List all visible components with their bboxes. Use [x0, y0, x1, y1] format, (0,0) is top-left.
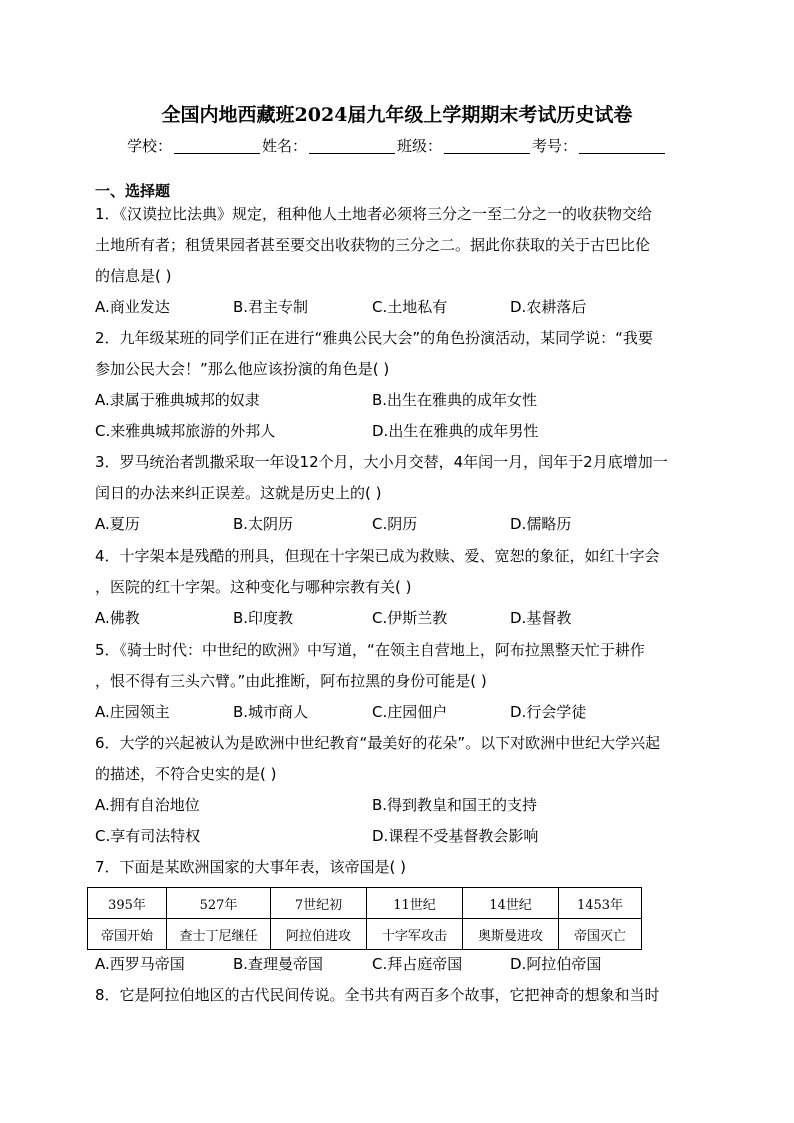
question-2-option-a[interactable]: A.隶属于雅典城邦的奴隶	[95, 391, 260, 409]
question-3-option-c[interactable]: C.阴历	[372, 515, 418, 533]
school-blank[interactable]	[174, 139, 260, 154]
question-3-line-2: 闰日的办法来纠正误差。这就是历史上的( )	[95, 484, 382, 502]
question-2-option-b[interactable]: B.出生在雅典的成年女性	[372, 391, 538, 409]
timeline-event-cell: 帝国开始	[88, 919, 167, 950]
question-6-line-1: 6．大学的兴起被认为是欧洲中世纪教育“最美好的花朵”。以下对欧洲中世纪大学兴起	[95, 734, 661, 752]
question-1-option-c[interactable]: C.土地私有	[372, 298, 448, 316]
question-4-option-a[interactable]: A.佛教	[95, 609, 140, 627]
class-label: 班级：	[397, 137, 443, 155]
question-2-option-d[interactable]: D.出生在雅典的成年男性	[372, 422, 539, 440]
question-5-option-d[interactable]: D.行会学徒	[510, 703, 587, 721]
name-label: 姓名：	[261, 137, 307, 155]
question-6-line-2: 的描述，不符合史实的是( )	[95, 765, 277, 783]
question-7-option-c[interactable]: C.拜占庭帝国	[372, 955, 463, 973]
timeline-year-cell: 7世纪初	[271, 888, 367, 919]
question-5-option-c[interactable]: C.庄园佃户	[372, 703, 448, 721]
class-blank[interactable]	[444, 139, 530, 154]
section-heading: 一、选择题	[95, 182, 171, 200]
question-6-option-a[interactable]: A.拥有自治地位	[95, 796, 200, 814]
question-5-line-1: 5．《骑士时代：中世纪的欧洲》中写道，“在领主自营地上，阿布拉黑整天忙于耕作	[95, 641, 645, 659]
number-label: 考号：	[532, 137, 578, 155]
question-1-option-b[interactable]: B.君主专制	[233, 298, 309, 316]
question-2-option-c[interactable]: C.来雅典城邦旅游的外邦人	[95, 422, 276, 440]
question-5-line-2: ，恨不得有三头六臂。”由此推断，阿布拉黑的身份可能是( )	[95, 672, 487, 690]
question-4-option-d[interactable]: D.基督教	[510, 609, 572, 627]
question-8-line-1: 8．它是阿拉伯地区的古代民间传说。全书共有两百多个故事，它把神奇的想象和当时	[95, 986, 660, 1004]
question-6-option-b[interactable]: B.得到教皇和国王的支持	[372, 796, 538, 814]
timeline-events-row	[88, 919, 642, 950]
question-1-line-1: 1．《汉谟拉比法典》规定，租种他人土地者必须将三分之一至二分之一的收获物交给	[95, 205, 653, 223]
timeline-event-cell: 阿拉伯进攻	[271, 919, 367, 950]
question-4-line-1: 4．十字架本是残酷的刑具，但现在十字架已成为救赎、爱、宽恕的象征，如红十字会	[95, 547, 660, 565]
question-7-line-1: 7．下面是某欧洲国家的大事年表，该帝国是( )	[95, 858, 407, 876]
timeline-event-cell: 查士丁尼继任	[167, 919, 271, 950]
timeline-event-cell: 帝国灭亡	[559, 919, 642, 950]
question-3-line-1: 3．罗马统治者凯撒采取一年设12个月，大小月交替，4年闰一月，闰年于2月底增加一	[95, 453, 668, 471]
timeline-year-cell: 395年	[88, 888, 167, 919]
question-2-line-2: 参加公民大会！”那么他应该扮演的角色是( )	[95, 360, 390, 378]
number-blank[interactable]	[579, 139, 665, 154]
question-3-option-d[interactable]: D.儒略历	[510, 515, 572, 533]
page-title: 全国内地西藏班2024届九年级上学期期末考试历史试卷	[161, 104, 633, 126]
timeline-table	[87, 887, 642, 950]
timeline-year-cell: 11世纪	[367, 888, 463, 919]
timeline-year-cell: 14世纪	[463, 888, 559, 919]
question-6-option-c[interactable]: C.享有司法特权	[95, 827, 201, 845]
timeline-year-cell: 527年	[167, 888, 271, 919]
question-7-option-b[interactable]: B.查理曼帝国	[233, 955, 324, 973]
question-6-option-d[interactable]: D.课程不受基督教会影响	[372, 827, 539, 845]
timeline-year-cell: 1453年	[559, 888, 642, 919]
question-3-option-b[interactable]: B.太阴历	[233, 515, 294, 533]
question-5-option-b[interactable]: B.城市商人	[233, 703, 309, 721]
school-label: 学校：	[126, 137, 172, 155]
question-2-line-1: 2．九年级某班的同学们正在进行“雅典公民大会”的角色扮演活动，某同学说：“我要	[95, 329, 653, 347]
question-4-option-b[interactable]: B.印度教	[233, 609, 294, 627]
timeline-event-cell: 奥斯曼进攻	[463, 919, 559, 950]
question-5-option-a[interactable]: A.庄园领主	[95, 703, 170, 721]
question-7-option-d[interactable]: D.阿拉伯帝国	[510, 955, 602, 973]
question-1-option-d[interactable]: D.农耕落后	[510, 298, 587, 316]
question-7-option-a[interactable]: A.西罗马帝国	[95, 955, 185, 973]
student-info-row	[0, 135, 794, 156]
question-4-line-2: ，医院的红十字架。这种变化与哪种宗教有关( )	[95, 578, 412, 596]
question-1-line-3: 的信息是( )	[95, 267, 172, 285]
name-blank[interactable]	[309, 139, 395, 154]
timeline-years-row	[88, 888, 642, 919]
question-4-option-c[interactable]: C.伊斯兰教	[372, 609, 448, 627]
question-3-option-a[interactable]: A.夏历	[95, 515, 140, 533]
question-1-option-a[interactable]: A.商业发达	[95, 298, 170, 316]
question-1-line-2: 土地所有者；租赁果园者甚至要交出收获物的三分之二。据此你获取的关于古巴比伦	[95, 236, 651, 254]
timeline-event-cell: 十字军攻击	[367, 919, 463, 950]
